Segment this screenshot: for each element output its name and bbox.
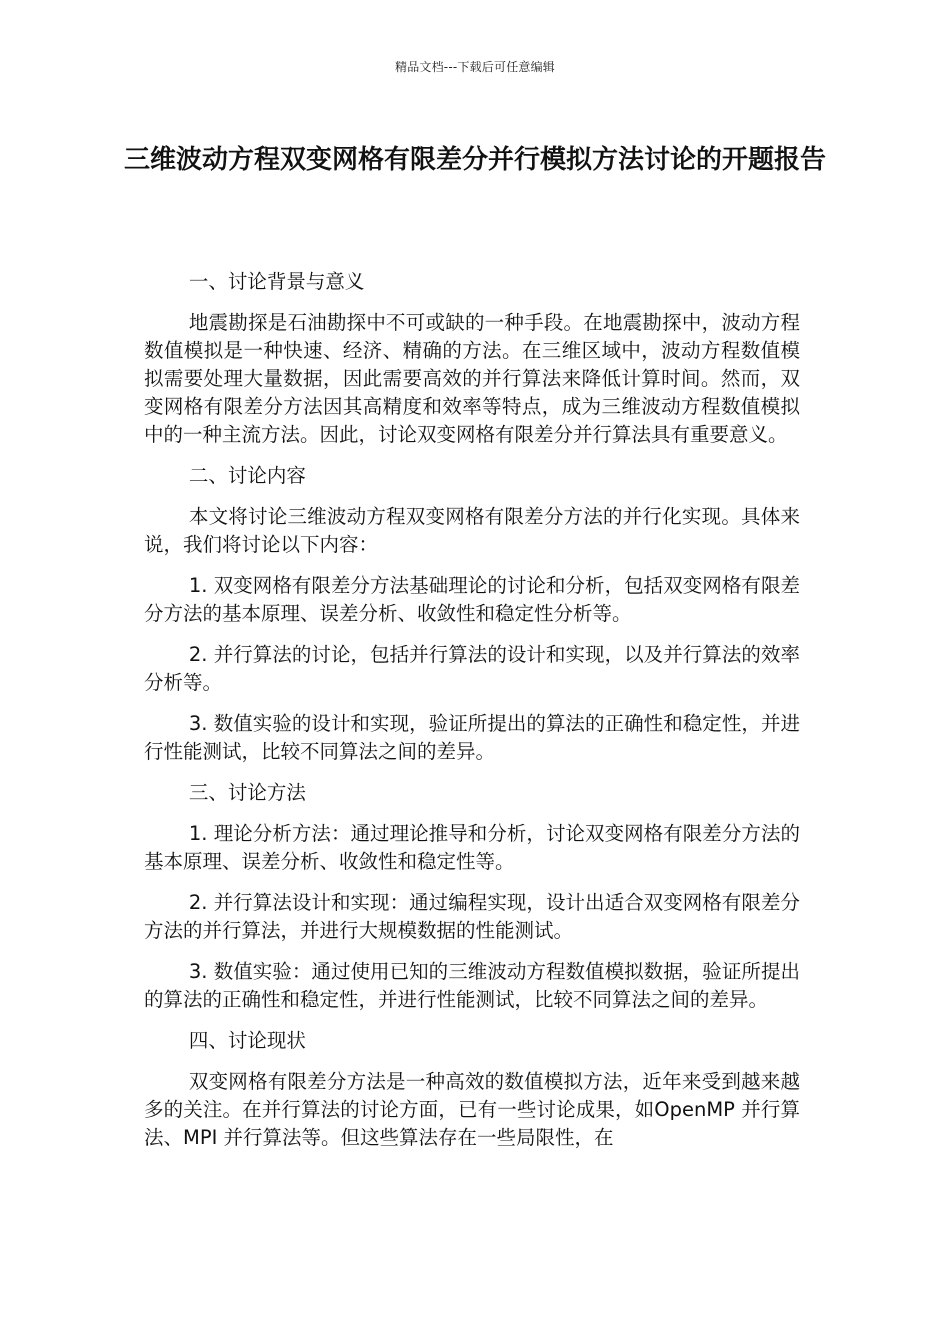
section-heading-methods: 三、讨论方法 bbox=[188, 781, 306, 804]
paragraph-background: 地震勘探是石油勘探中不可或缺的一种手段。在地震勘探中，波动方程数值模拟是一种快速、经济、精确的方法。在三维区域中，波动方程数值模拟需要处理大量数据，因此需要高效的并行算法来降低计算时间。然而，双变网格有限差分方法因其高精度和效率等特点，成为三维波动方程数值模拟中的一种主流方法。因此，讨论双变网格有限差分并行算法具有重要意义。 bbox=[144, 311, 800, 446]
section-heading-content: 二、讨论内容 bbox=[188, 464, 306, 487]
document-title: 三维波动方程双变网格有限差分并行模拟方法讨论的开题报告 bbox=[123, 145, 826, 175]
list-item-methods-3: 3. 数值实验：通过使用已知的三维波动方程数值模拟数据，验证所提出的算法的正确性和稳定性，并进行性能测试，比较不同算法之间的差异。 bbox=[144, 960, 800, 1011]
section-heading-background: 一、讨论背景与意义 bbox=[188, 270, 365, 293]
paragraph-status: 双变网格有限差分方法是一种高效的数值模拟方法，近年来受到越来越多的关注。在并行算法的讨论方面，已有一些讨论成果，如OpenMP 并行算法、MPI 并行算法等。但这些算法存在一些局限性，在 bbox=[144, 1070, 800, 1149]
paragraph-content-intro: 本文将讨论三维波动方程双变网格有限差分方法的并行化实现。具体来说，我们将讨论以下内容： bbox=[144, 505, 800, 556]
list-item-methods-2: 2. 并行算法设计和实现：通过编程实现，设计出适合双变网格有限差分方法的并行算法，并进行大规模数据的性能测试。 bbox=[144, 891, 800, 942]
list-item-content-2: 2. 并行算法的讨论，包括并行算法的设计和实现，以及并行算法的效率分析等。 bbox=[144, 643, 800, 694]
list-item-content-3: 3. 数值实验的设计和实现，验证所提出的算法的正确性和稳定性，并进行性能测试，比较不同算法之间的差异。 bbox=[144, 712, 800, 763]
list-item-content-1: 1. 双变网格有限差分方法基础理论的讨论和分析，包括双变网格有限差分方法的基本原理、误差分析、收敛性和稳定性分析等。 bbox=[144, 574, 800, 625]
list-item-methods-1: 1. 理论分析方法：通过理论推导和分析，讨论双变网格有限差分方法的基本原理、误差分析、收敛性和稳定性等。 bbox=[144, 822, 800, 873]
document-body bbox=[144, 268, 800, 1165]
section-heading-status: 四、讨论现状 bbox=[188, 1029, 306, 1052]
page-header-watermark: 精品文档---下载后可任意编辑 bbox=[395, 60, 555, 74]
